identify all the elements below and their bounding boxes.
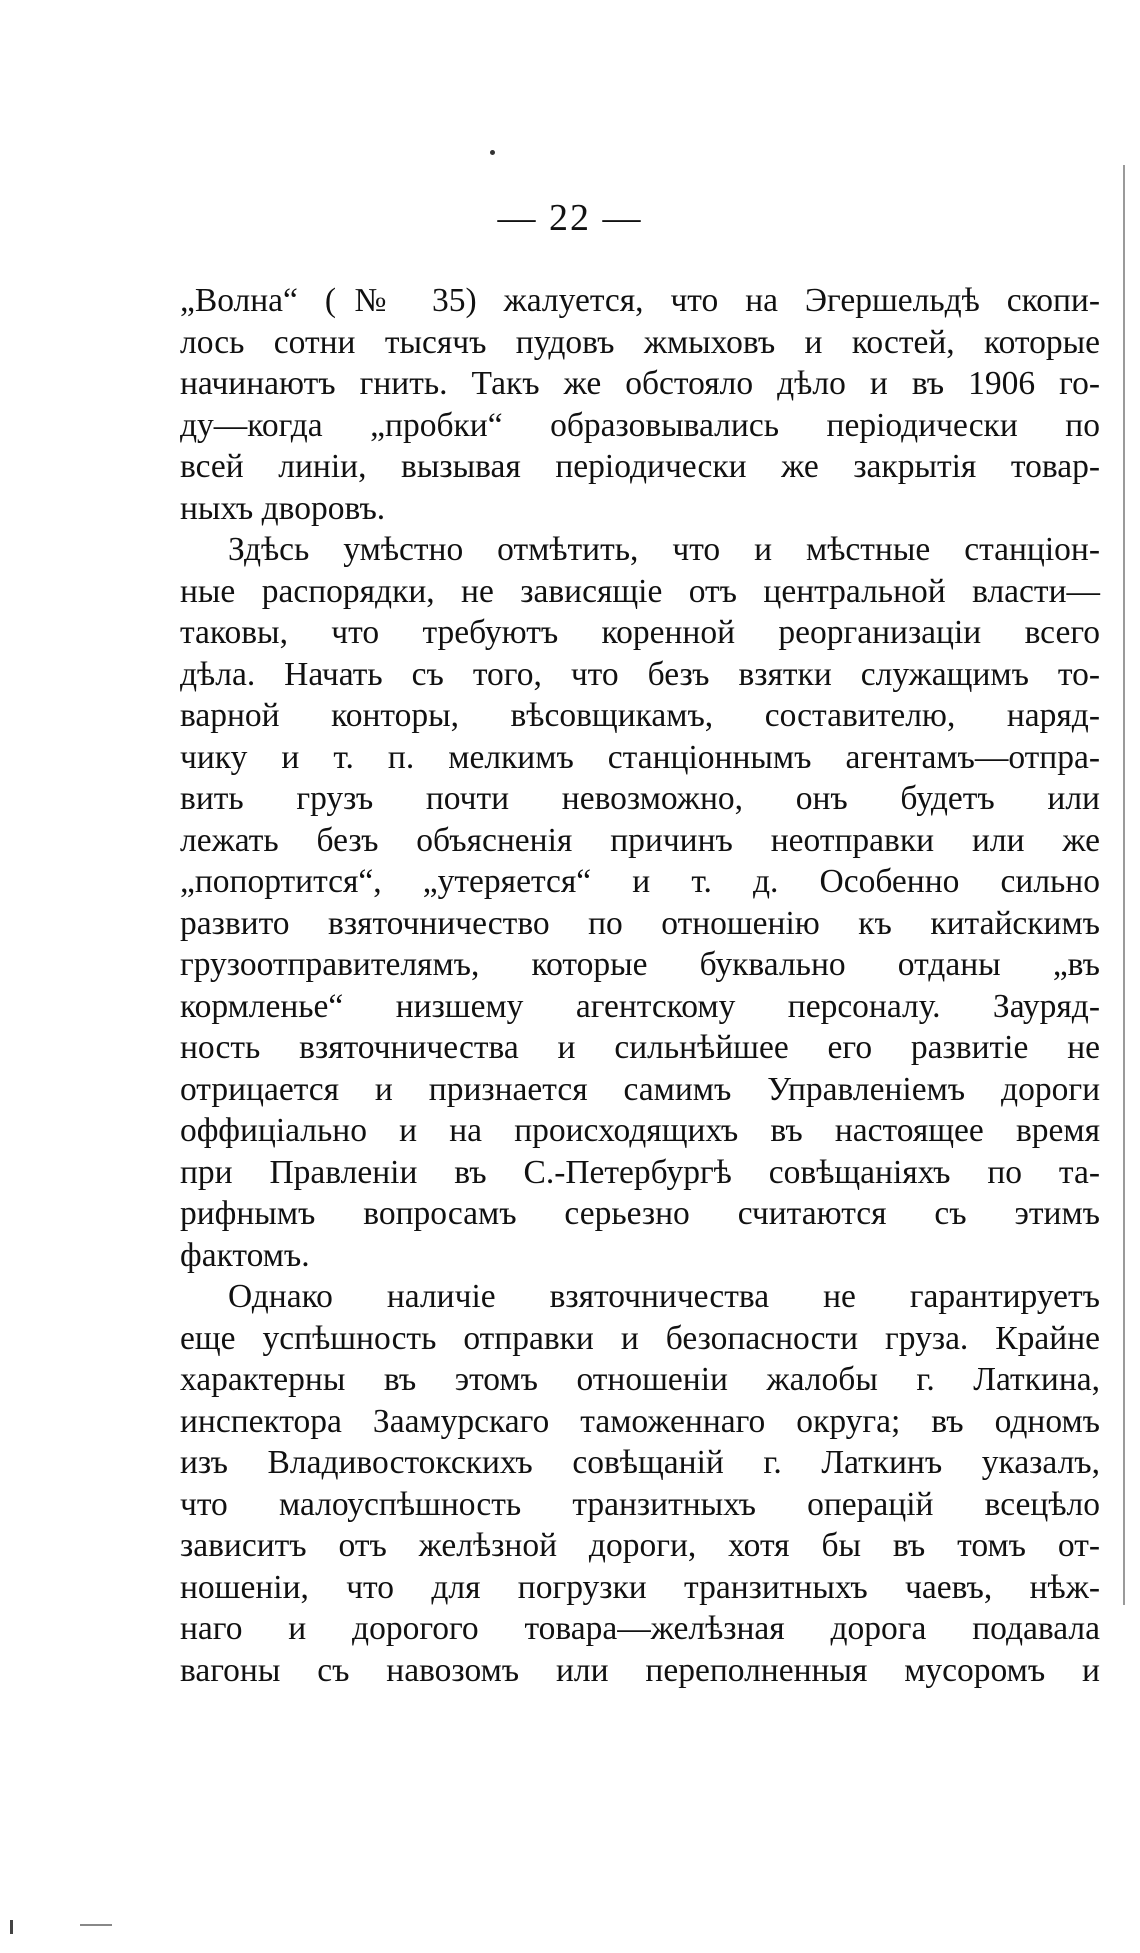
text-line: кормленье“ низшему агентскому персоналу. Зауряд-	[180, 987, 1100, 1025]
text-line: отрицается и признается самимъ Управленіемъ дороги	[180, 1070, 1100, 1108]
text-line: чику и т. п. мелкимъ станціоннымъ агентамъ—отпра-	[180, 738, 1100, 776]
text-line: фактомъ.	[180, 1236, 310, 1274]
text-line: Однако наличіе взяточничества не гарантируетъ	[228, 1278, 1100, 1315]
text-line: ду—когда „пробки“ образовывались періодически по	[180, 406, 1100, 444]
paragraph-1	[180, 280, 1100, 529]
text-line: лось сотни тысячъ пудовъ жмыховъ и костей, которые	[180, 323, 1100, 361]
text-line: развито взяточничество по отношенію къ китайскимъ	[180, 904, 1100, 942]
text-line: ность взяточничества и сильнѣйшее его развитіе не	[180, 1029, 1100, 1066]
text-line: ношеніи, что для погрузки транзитныхъ чаевъ, нѣж-	[180, 1568, 1100, 1606]
text-line: варной конторы, вѣсовщикамъ, составителю, наряд-	[180, 697, 1100, 734]
text-line: рифнымъ вопросамъ серьезно считаются съ этимъ	[180, 1195, 1100, 1232]
text-line: при Правленіи въ С.-Петербургѣ совѣщаніяхъ по та-	[180, 1153, 1100, 1191]
text-line: наго и дорогого товара—желѣзная дорога подавала	[180, 1610, 1100, 1647]
text-line: характерны въ этомъ отношеніи жалобы г. Латкина,	[180, 1361, 1100, 1398]
text-line: начинаютъ гнить. Такъ же обстояло дѣло и въ 1906 го-	[180, 365, 1100, 402]
text-line: Здѣсь умѣстно отмѣтить, что и мѣстные станціон-	[228, 531, 1100, 568]
scan-mark	[80, 1924, 112, 1926]
text-line: ные распорядки, не зависящіе отъ центральной власти—	[180, 572, 1100, 610]
text-line: таковы, что требуютъ коренной реорганизаціи всего	[180, 614, 1100, 651]
text-line: зависитъ отъ желѣзной дороги, хотя бы въ томъ от-	[180, 1527, 1100, 1564]
page-edge-line	[1123, 165, 1125, 1605]
text-line: вагоны съ навозомъ или переполненныя мусоромъ и	[180, 1651, 1100, 1689]
text-line: дѣла. Начать съ того, что безъ взятки служащимъ то-	[180, 655, 1100, 693]
text-line: еще успѣшность отправки и безопасности груза. Крайне	[180, 1319, 1100, 1357]
text-line: вить грузъ почти невозможно, онъ будетъ или	[180, 780, 1100, 817]
page-number: — 22 —	[497, 197, 643, 239]
paragraph-2	[180, 529, 1100, 1276]
text-line: „Волна“ (№ 35) жалуется, что на Эгершельдѣ скопи-	[180, 282, 1100, 319]
text-line: оффиціально и на происходящихъ въ настоящее время	[180, 1112, 1100, 1149]
body-text	[180, 280, 1100, 1691]
scan-mark	[10, 1920, 13, 1934]
text-line: инспектора Заамурскаго таможеннаго округа; въ одномъ	[180, 1402, 1100, 1440]
paragraph-3	[180, 1276, 1100, 1691]
text-line: лежать безъ объясненія причинъ неотправки или же	[180, 821, 1100, 859]
text-line: всей линіи, вызывая періодически же закрытія товар-	[180, 448, 1100, 485]
text-line: что малоуспѣшность транзитныхъ операцій всецѣло	[180, 1485, 1100, 1523]
scan-speck	[490, 150, 495, 155]
text-line: изъ Владивостокскихъ совѣщаній г. Латкинъ указалъ,	[180, 1444, 1100, 1481]
text-line: грузоотправителямъ, которые буквально отданы „въ	[180, 946, 1100, 983]
text-line: ныхъ дворовъ.	[180, 489, 386, 527]
text-line: „попортится“, „утеряется“ и т. д. Особенно сильно	[180, 863, 1100, 900]
